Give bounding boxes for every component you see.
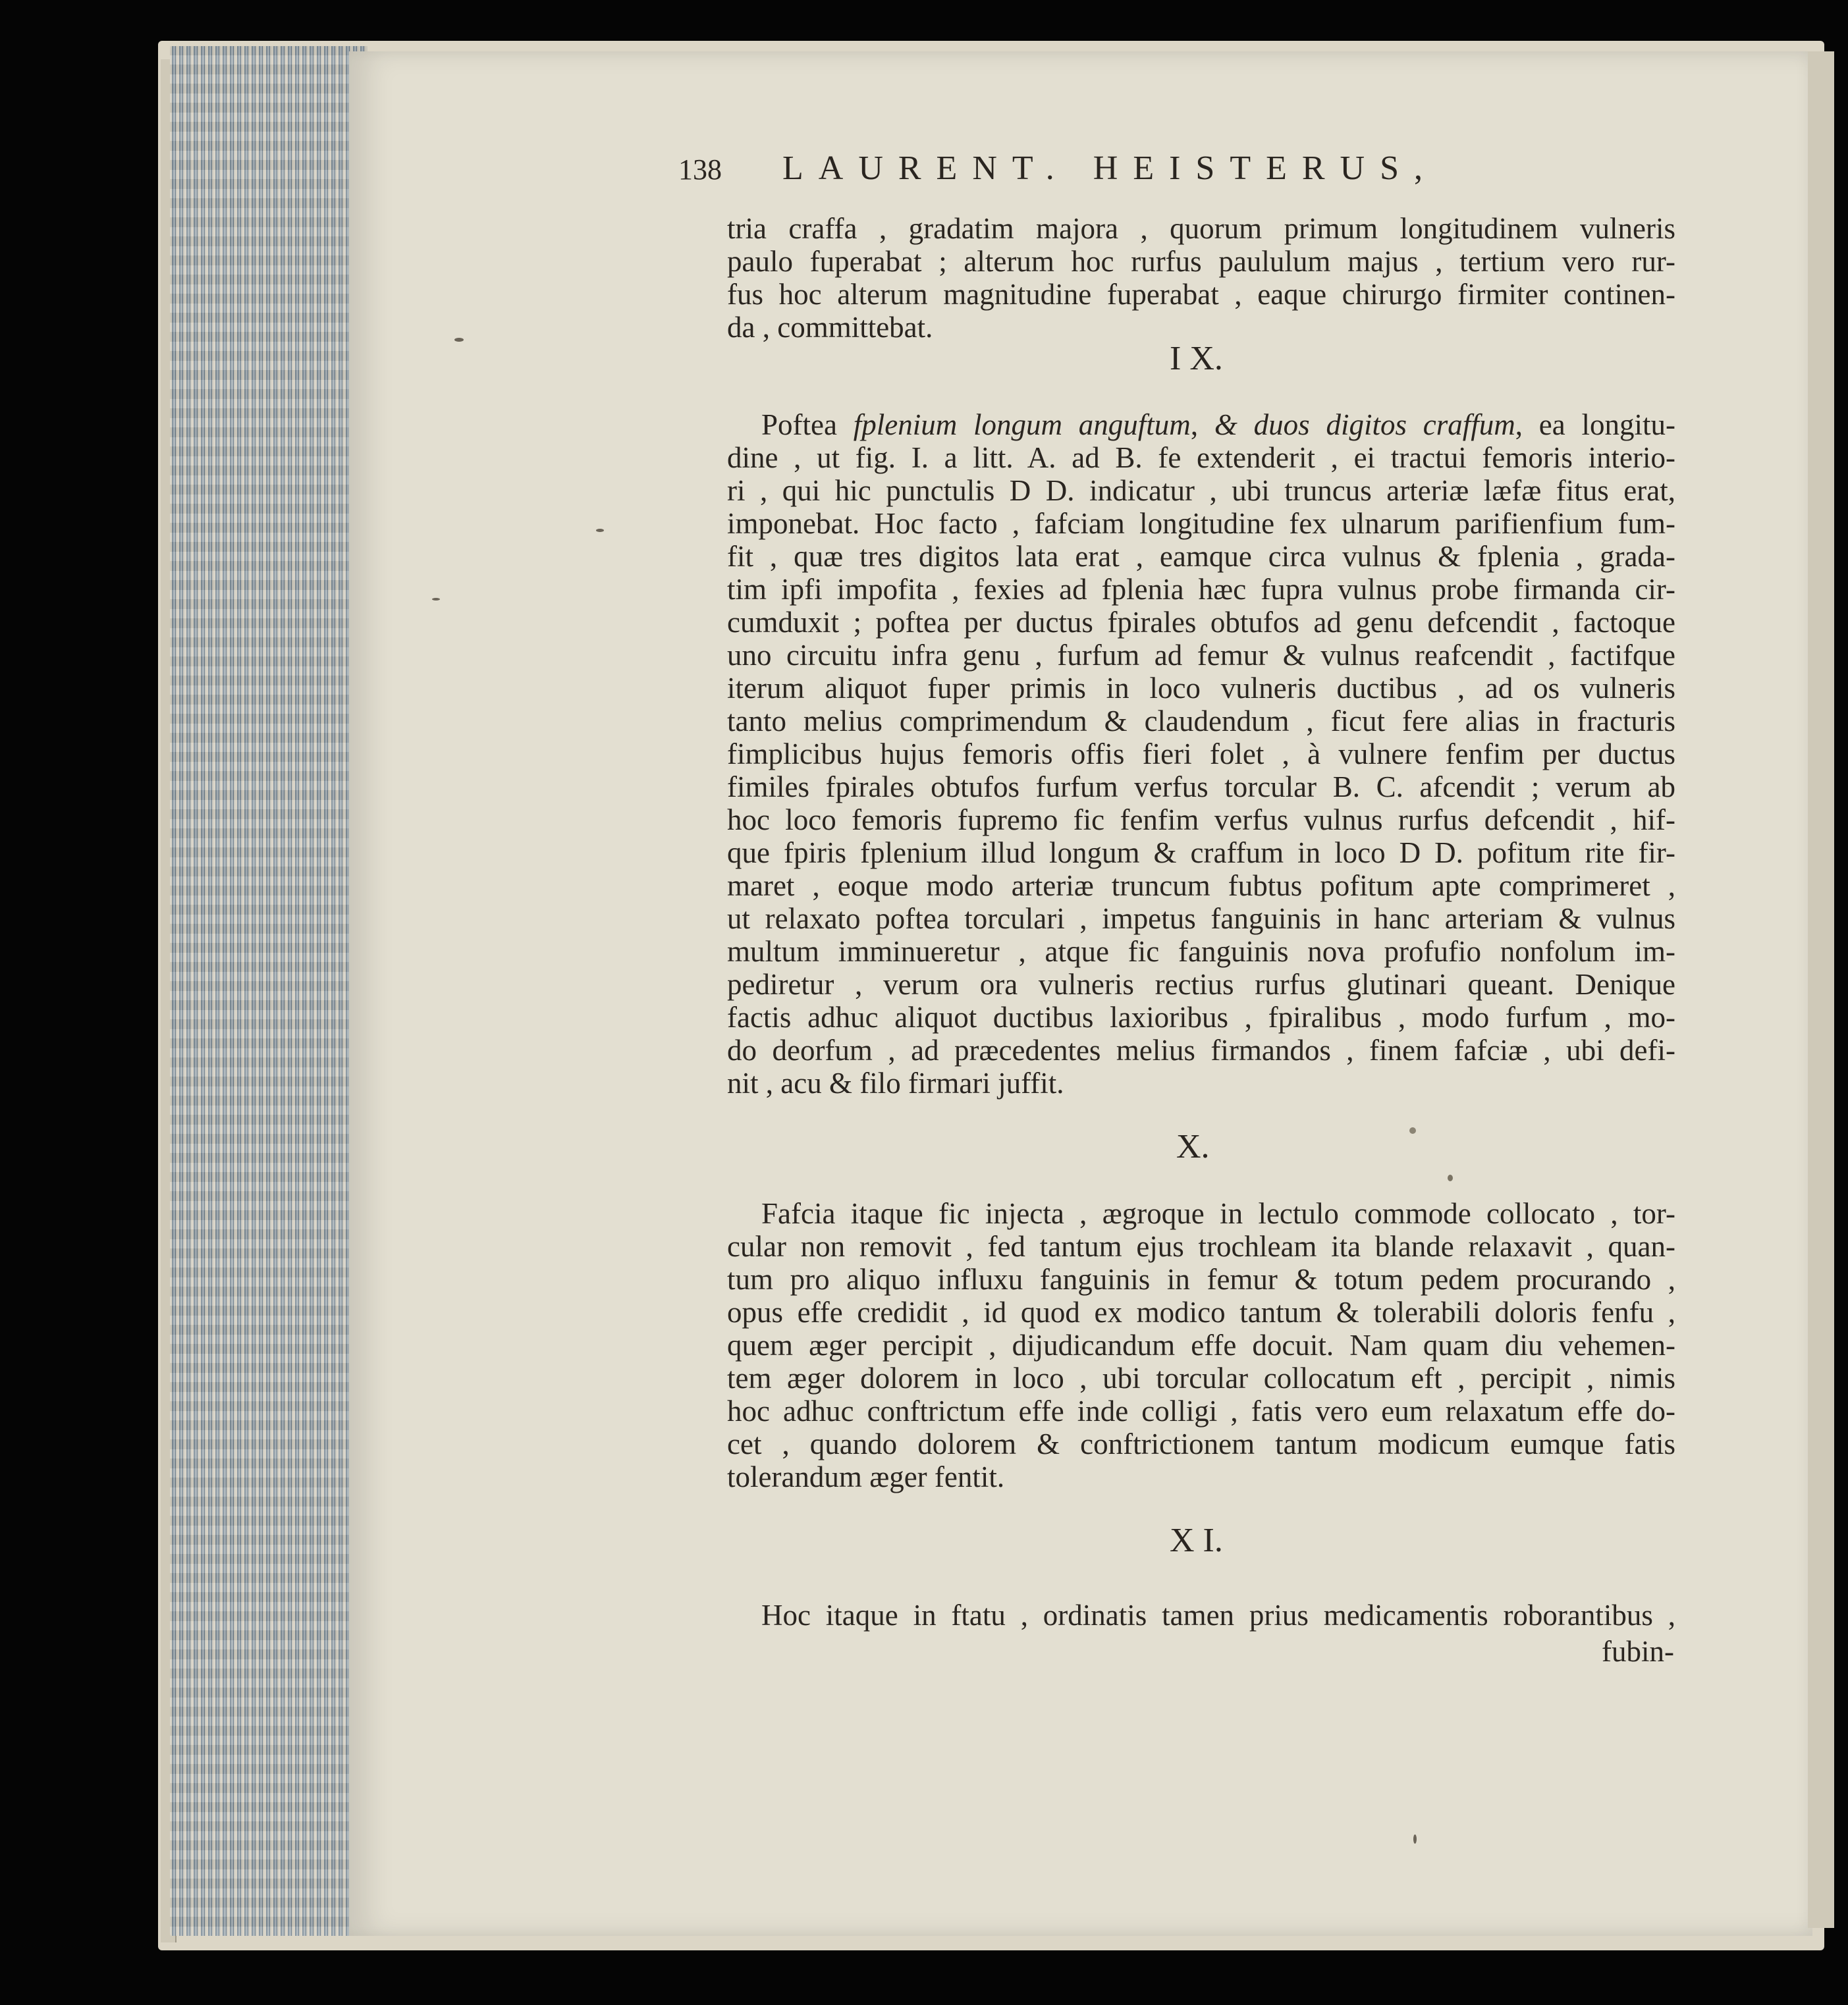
text-line: factis adhuc aliquot ductibus laxioribus , fpiralibus , modo furfum , mo- (727, 1001, 1675, 1034)
text-line: pediretur , verum ora vulneris rectius rurfus glutinari queant. Denique (727, 968, 1675, 1001)
text-run: Poftea (761, 408, 854, 441)
text-line: que fpiris fplenium illud longum & craffum in loco D D. pofitum rite fir- (727, 836, 1675, 869)
paper-speck (1413, 1834, 1417, 1844)
text-line: paulo fuperabat ; alterum hoc rurfus paululum majus , tertium vero rur- (727, 245, 1675, 278)
text-line: imponebat. Hoc facto , fafciam longitudine fex ulnarum parifienfium fum- (727, 507, 1675, 540)
paragraph-10 (727, 1197, 1675, 1493)
paper-speck (1409, 1127, 1416, 1134)
page-edge-right (1808, 51, 1834, 1928)
text-line: ut relaxato poftea torculari , impetus fanguinis in hanc arteriam & vulnus (727, 902, 1675, 935)
italic-run: & duos digitos craffum (1214, 408, 1515, 441)
text-line: fimiles fpirales obtufos furfum verfus torcular B. C. afcendit ; verum ab (727, 770, 1675, 803)
text-line: do deorfum , ad præcedentes melius firmandos , finem fafciæ , ubi defi- (727, 1034, 1675, 1067)
paper-speck (454, 338, 464, 342)
running-head-text: LAURENT. HEISTERUS, (782, 149, 1438, 187)
paragraph-9 (727, 408, 1675, 1100)
text-run: , ea longitu- (1515, 408, 1676, 441)
paper-speck (1448, 1175, 1453, 1181)
text-line: Hoc itaque in ftatu , ordinatis tamen prius medicamentis roborantibus , (761, 1599, 1675, 1632)
text-line: nit , acu & filo firmari juffit. (727, 1067, 1064, 1100)
text-run: , (1190, 408, 1214, 441)
paragraph-11 (727, 1599, 1675, 1632)
text-line: tum pro aliquo influxu fanguinis in femur & totum pedem procurando , (727, 1263, 1675, 1296)
section-heading-x: X. (1176, 1128, 1210, 1165)
text-line: iterum aliquot fuper primis in loco vulneris ductibus , ad os vulneris (727, 672, 1675, 705)
paragraph-8-end (727, 212, 1675, 344)
text-line: tolerandum æger fentit. (727, 1460, 1005, 1493)
text-line: fit , quæ tres digitos lata erat , eamque circa vulnus & fplenia , grada- (727, 540, 1675, 573)
text-line: ri , qui hic punctulis D D. indicatur , ubi truncus arteriæ læfæ fitus erat, (727, 474, 1675, 507)
text-line: da , committebat. (727, 311, 933, 344)
text-line: quem æger percipit , dijudicandum effe docuit. Nam quam diu vehemen- (727, 1329, 1675, 1362)
section-heading-ix: I X. (1170, 340, 1223, 377)
text-line: opus effe credidit , id quod ex modico tantum & tolerabili doloris fenfu , (727, 1296, 1675, 1329)
page-edges (170, 46, 367, 1936)
text-line: tria craffa , gradatim majora , quorum primum longitudinem vulneris (727, 212, 1675, 245)
text-line: tanto melius comprimendum & claudendum , ficut fere alias in fracturis (727, 705, 1675, 737)
text-line: fimplicibus hujus femoris offis fieri folet , à vulnere fenfim per ductus (727, 737, 1675, 770)
section-heading-xi: X I. (1170, 1522, 1223, 1559)
text-line: uno circuitu infra genu , furfum ad femur & vulnus reafcendit , factifque (727, 639, 1675, 672)
running-head (782, 149, 1438, 188)
text-line: cet , quando dolorem & conftrictionem tantum modicum eumque fatis (727, 1428, 1675, 1460)
text-line: multum imminueretur , atque fic fanguinis nova profufio nonfolum im- (727, 935, 1675, 968)
text-line: hoc loco femoris fupremo fic fenfim verfus vulnus rurfus defcendit , hif- (727, 803, 1675, 836)
text-line: fus hoc alterum magnitudine fuperabat , eaque chirurgo firmiter continen- (727, 278, 1675, 311)
text-line: maret , eoque modo arteriæ truncum fubtus pofitum apte comprimeret , (727, 869, 1675, 902)
paper-speck (432, 598, 440, 601)
text-line: hoc adhuc conftrictum effe inde colligi , fatis vero eum relaxatum effe do- (727, 1395, 1675, 1428)
catchword: fubin- (1602, 1635, 1674, 1668)
italic-run: fplenium longum anguftum (853, 408, 1191, 441)
text-line: cumduxit ; poftea per ductus fpirales obtufos ad genu defcendit , factoque (727, 606, 1675, 639)
text-line: dine , ut fig. I. a litt. A. ad B. fe extenderit , ei tractui femoris interio- (727, 441, 1675, 474)
paper-speck (596, 529, 604, 532)
text-line (727, 408, 1675, 441)
text-line: cular non removit , fed tantum ejus trochleam ita blande relaxavit , quan- (727, 1230, 1675, 1263)
text-line: tim ipfi impofita , fexies ad fplenia hæc fupra vulnus probe firmanda cir- (727, 573, 1675, 606)
text-line: Fafcia itaque fic injecta , ægroque in lectulo commode collocato , tor- (761, 1197, 1675, 1230)
page-number: 138 (678, 153, 722, 186)
text-line: tem æger dolorem in loco , ubi torcular collocatum eft , percipit , nimis (727, 1362, 1675, 1395)
